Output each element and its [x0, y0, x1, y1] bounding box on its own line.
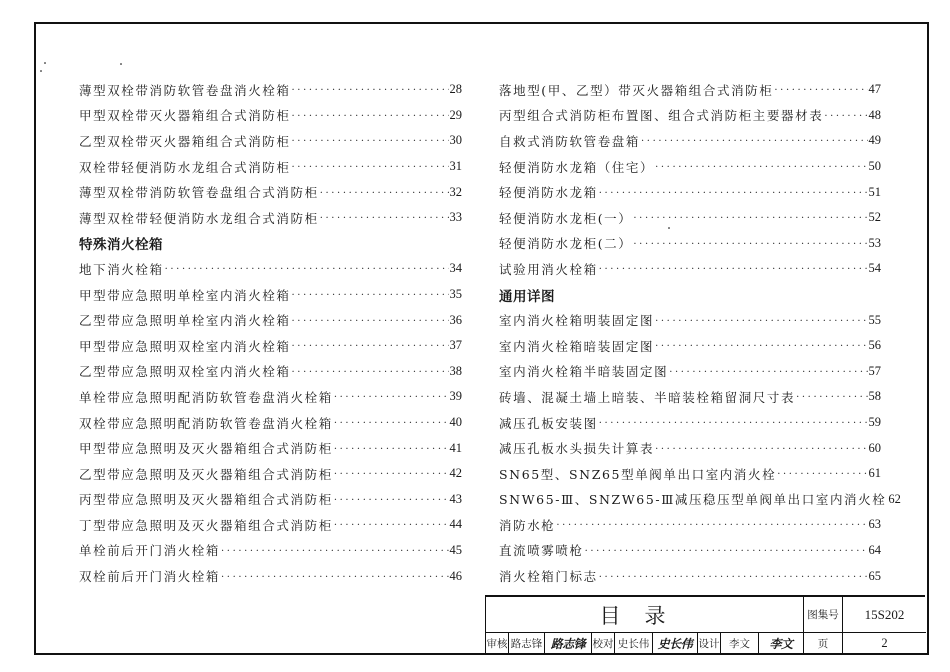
toc-entry[interactable]: [79, 154, 462, 180]
check-label: 校对: [592, 633, 615, 653]
entry-page-number: 63: [868, 517, 881, 532]
toc-entry[interactable]: [499, 435, 881, 461]
entry-page-number: 45: [449, 542, 462, 557]
dot-leader: [320, 188, 449, 199]
toc-entry[interactable]: [79, 435, 462, 461]
entry-title: 丁型带应急照明及灭火器箱组合式消防柜: [79, 517, 333, 533]
entry-title: 乙型带应急照明双栓室内消火栓箱: [79, 364, 291, 380]
dot-leader: [292, 341, 449, 352]
entry-title: 薄型双栓带轻便消防水龙组合式消防柜: [79, 210, 319, 226]
toc-section-header: [499, 282, 881, 308]
toc-entry[interactable]: [499, 410, 881, 436]
toc-entry[interactable]: [79, 384, 462, 410]
entry-page-number: 46: [449, 568, 462, 583]
toc-entry[interactable]: [79, 512, 462, 538]
dot-leader: [599, 572, 868, 583]
toc-entry[interactable]: [79, 128, 462, 154]
entry-page-number: 30: [449, 133, 462, 148]
entry-title: 消防水枪: [499, 517, 556, 533]
scan-speck: [44, 62, 46, 64]
entry-page-number: 50: [868, 159, 881, 174]
scan-speck: [40, 70, 42, 72]
toc-entry[interactable]: [499, 538, 881, 564]
toc-entry[interactable]: [79, 538, 462, 564]
entry-page-number: 53: [868, 235, 881, 250]
dot-leader: [292, 316, 449, 327]
toc-entry[interactable]: [79, 461, 462, 487]
dot-leader: [221, 546, 448, 557]
toc-entry[interactable]: [79, 410, 462, 436]
entry-title: 双栓带轻便消防水龙组合式消防柜: [79, 159, 291, 175]
entry-page-number: 28: [449, 82, 462, 97]
entry-title: 轻便消防水龙柜(一）: [499, 210, 633, 226]
dot-leader: [774, 85, 867, 96]
dot-leader: [556, 520, 867, 531]
entry-title: 轻便消防水龙柜(二）: [499, 236, 633, 252]
entry-title: 甲型带应急照明双栓室内消火栓箱: [79, 338, 291, 354]
dot-leader: [655, 341, 867, 352]
entry-page-number: 65: [868, 568, 881, 583]
toc-entry[interactable]: [499, 179, 881, 205]
entry-page-number: 55: [868, 312, 881, 327]
toc-entry[interactable]: [499, 461, 881, 487]
title-block: [485, 595, 925, 653]
entry-page-number: 54: [868, 261, 881, 276]
check-name: 史长伟: [615, 633, 653, 653]
entry-title: 室内消火栓箱半暗装固定图: [499, 364, 669, 380]
toc-entry[interactable]: [79, 359, 462, 385]
entry-page-number: 64: [868, 542, 881, 557]
dot-leader: [599, 418, 868, 429]
entry-title: 直流喷雾喷枪: [499, 543, 584, 559]
entry-page-number: 41: [449, 440, 462, 455]
page-label: 页: [804, 633, 843, 653]
entry-title: 甲型带应急照明单栓室内消火栓箱: [79, 287, 291, 303]
dot-leader: [292, 162, 449, 173]
entry-page-number: 58: [868, 389, 881, 404]
dot-leader: [669, 367, 867, 378]
dot-leader: [777, 469, 867, 480]
entry-page-number: 39: [449, 389, 462, 404]
entry-title: 消火栓箱门标志: [499, 569, 598, 585]
dot-leader: [292, 290, 449, 301]
dot-leader: [633, 213, 867, 224]
entry-page-number: 49: [868, 133, 881, 148]
atlas-number-label: 图集号: [804, 597, 843, 633]
entry-page-number: 56: [868, 338, 881, 353]
entry-title: 自救式消防软管卷盘箱: [499, 133, 641, 149]
dot-leader: [334, 520, 449, 531]
toc-right-column: [499, 77, 901, 589]
toc-entry[interactable]: [79, 282, 462, 308]
toc-entry[interactable]: [499, 205, 881, 231]
dot-leader: [655, 444, 867, 455]
entry-title: 室内消火栓箱暗装固定图: [499, 338, 655, 354]
entry-page-number: 57: [868, 363, 881, 378]
dot-leader: [655, 162, 867, 173]
dot-leader: [292, 111, 449, 122]
dot-leader: [599, 264, 868, 275]
dot-leader: [334, 392, 449, 403]
toc-entry[interactable]: [499, 487, 901, 513]
entry-page-number: 43: [449, 491, 462, 506]
entry-page-number: 48: [868, 107, 881, 122]
review-name: 路志锋: [509, 633, 545, 653]
entry-title: 轻便消防水龙箱（住宅）: [499, 159, 655, 175]
entry-page-number: 40: [449, 415, 462, 430]
entry-page-number: 52: [868, 210, 881, 225]
toc-entry[interactable]: [499, 256, 881, 282]
entry-title: 乙型双栓带灭火器箱组合式消防柜: [79, 133, 291, 149]
entry-page-number: 33: [449, 210, 462, 225]
review-signature: 路志锋: [545, 633, 592, 653]
entry-page-number: 51: [868, 184, 881, 199]
entry-page-number: 47: [868, 82, 881, 97]
entry-title: 薄型双栓带消防软管卷盘组合式消防柜: [79, 185, 319, 201]
entry-title: 甲型双栓带灭火器箱组合式消防柜: [79, 108, 291, 124]
toc-left-column: [79, 77, 462, 589]
dot-leader: [292, 136, 449, 147]
entry-page-number: 60: [868, 440, 881, 455]
toc-entry[interactable]: [499, 154, 881, 180]
entry-page-number: 36: [449, 312, 462, 327]
design-name: 李文: [721, 633, 759, 653]
entry-title: 双栓前后开门消火栓箱: [79, 569, 221, 585]
design-label: 设计: [698, 633, 721, 653]
atlas-number-value: 15S202: [843, 597, 926, 633]
toc-entry[interactable]: [499, 359, 881, 385]
dot-leader: [334, 469, 449, 480]
toc-entry[interactable]: [499, 512, 881, 538]
section-title: 通用详图: [499, 288, 555, 305]
dot-leader: [633, 239, 867, 250]
dot-leader: [292, 85, 449, 96]
entry-title: 室内消火栓箱明装固定图: [499, 313, 655, 329]
toc-section-header: [79, 231, 462, 257]
toc-entry[interactable]: [499, 77, 881, 103]
dot-leader: [320, 213, 449, 224]
entry-page-number: 62: [888, 491, 901, 506]
toc-entry[interactable]: [79, 563, 462, 589]
entry-title: 减压孔板安装图: [499, 415, 598, 431]
dot-leader: [599, 188, 868, 199]
entry-page-number: 38: [449, 363, 462, 378]
dot-leader: [221, 572, 448, 583]
dot-leader: [334, 495, 449, 506]
entry-title: 乙型带应急照明及灭火器箱组合式消防柜: [79, 466, 333, 482]
entry-title: SNW65-Ⅲ、SNZW65-Ⅲ减压稳压型单阀单出口室内消火栓: [499, 492, 887, 508]
entry-page-number: 34: [449, 261, 462, 276]
section-title: 特殊消火栓箱: [79, 237, 163, 254]
entry-title: 丙型带应急照明及灭火器箱组合式消防柜: [79, 492, 333, 508]
entry-page-number: 59: [868, 415, 881, 430]
entry-page-number: 44: [449, 517, 462, 532]
title-block-title: 目录: [486, 597, 804, 633]
toc-entry[interactable]: [499, 384, 881, 410]
review-label: 审核: [486, 633, 509, 653]
toc-entry[interactable]: [499, 128, 881, 154]
entry-title: 单栓前后开门消火栓箱: [79, 543, 221, 559]
design-signature: 李文: [759, 633, 804, 653]
toc-entry[interactable]: [499, 563, 881, 589]
entry-title: SN65型、SNZ65型单阀单出口室内消火栓: [499, 466, 777, 482]
entry-page-number: 29: [449, 107, 462, 122]
dot-leader: [824, 111, 867, 122]
entry-title: 丙型组合式消防柜布置图、组合式消防柜主要器材表: [499, 108, 824, 124]
entry-page-number: 35: [449, 287, 462, 302]
entry-title: 落地型(甲、乙型）带灭火器箱组合式消防柜: [499, 82, 774, 98]
entry-title: 轻便消防水龙箱: [499, 185, 598, 201]
entry-title: 地下消火栓箱: [79, 261, 164, 277]
entry-title: 双栓带应急照明配消防软管卷盘消火栓箱: [79, 415, 333, 431]
toc-entry[interactable]: [499, 333, 881, 359]
dot-leader: [641, 136, 867, 147]
toc-entry[interactable]: [79, 205, 462, 231]
entry-page-number: 42: [449, 466, 462, 481]
toc-entry[interactable]: [79, 256, 462, 282]
page-number: 2: [881, 635, 888, 650]
toc-entry[interactable]: [79, 307, 462, 333]
dot-leader: [585, 546, 868, 557]
check-signature: 史长伟: [653, 633, 698, 653]
entry-page-number: 37: [449, 338, 462, 353]
entry-page-number: 61: [868, 466, 881, 481]
dot-leader: [334, 444, 449, 455]
entry-page-number: 31: [449, 159, 462, 174]
dot-leader: [655, 316, 867, 327]
dot-leader: [796, 392, 867, 403]
signature-row: [486, 633, 926, 653]
toc-entry[interactable]: [499, 231, 881, 257]
entry-title: 试验用消火栓箱: [499, 261, 598, 277]
entry-title: 甲型带应急照明及灭火器箱组合式消防柜: [79, 441, 333, 457]
toc-entry[interactable]: [79, 77, 462, 103]
entry-title: 单栓带应急照明配消防软管卷盘消火栓箱: [79, 389, 333, 405]
dot-leader: [292, 367, 449, 378]
entry-title: 砖墙、混凝土墙上暗装、半暗装栓箱留洞尺寸表: [499, 389, 796, 405]
toc-entry[interactable]: [79, 333, 462, 359]
toc-entry[interactable]: [499, 103, 881, 129]
scan-speck: [120, 63, 122, 65]
toc-entry[interactable]: [79, 179, 462, 205]
entry-page-number: 32: [449, 184, 462, 199]
toc-entry[interactable]: [499, 307, 881, 333]
entry-title: 薄型双栓带消防软管卷盘消火栓箱: [79, 82, 291, 98]
toc-entry[interactable]: [79, 103, 462, 129]
dot-leader: [165, 264, 449, 275]
entry-title: 乙型带应急照明单栓室内消火栓箱: [79, 313, 291, 329]
entry-title: 减压孔板水头损失计算表: [499, 441, 655, 457]
toc-entry[interactable]: [79, 487, 462, 513]
dot-leader: [334, 418, 449, 429]
